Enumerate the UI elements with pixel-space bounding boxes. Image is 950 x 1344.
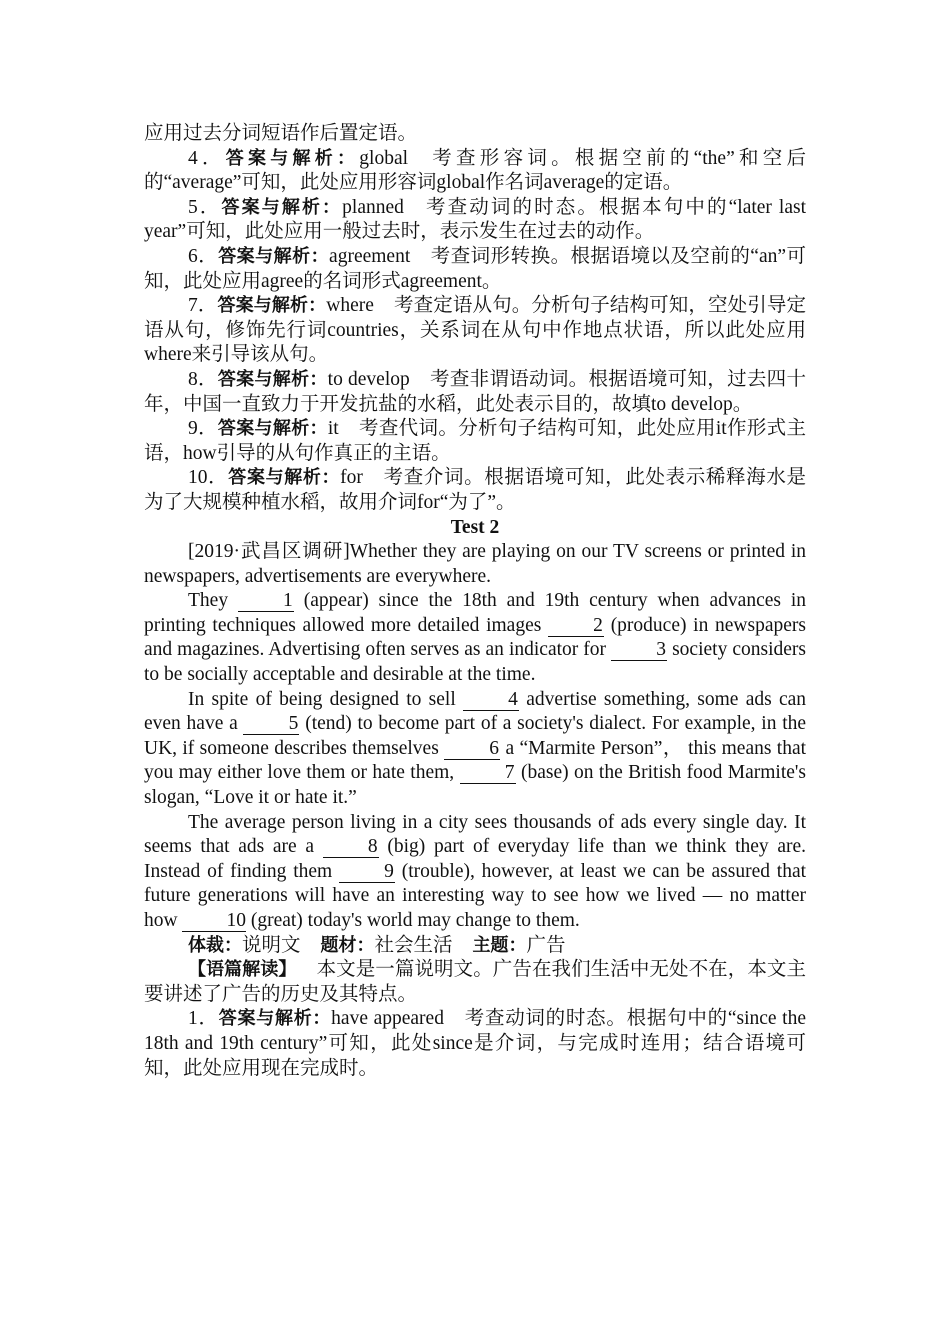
- answer-continuation: [144, 122, 806, 147]
- reading-label: 【语篇解读】: [188, 959, 297, 981]
- blank-1: 1: [238, 591, 294, 612]
- passage-paragraph: The average person living in a city sees thousands of ads every single day. It seems that ads are a 8 (big) part of everyday life than we think they are. Instead of finding them 9 (trouble), however, at least we can be assured that future generations will have an interesting way to see how we lived — no matter how 10 (great) today's world may change to them.: [144, 811, 807, 931]
- blank-8: 8: [323, 837, 379, 858]
- answer-word: for: [340, 467, 363, 489]
- answer-number: 1．: [188, 1008, 219, 1030]
- reading-summary: 【语篇解读】 本文是一篇说明文。广告在我们生活中无处不在，本文主要讲述了广告的历史及其特点。: [144, 959, 806, 1005]
- answer-label: 答案与解析：: [218, 1008, 332, 1030]
- answer-number: 10．: [188, 467, 229, 489]
- answer-number: 5．: [188, 196, 222, 218]
- answer-label: 答案与解析：: [221, 196, 343, 218]
- answer-item: [144, 294, 806, 368]
- answer-label: 答案与解析：: [217, 418, 328, 440]
- answer-text: 应用过去分词短语作后置定语。: [144, 123, 418, 144]
- answer-word: where: [326, 295, 374, 317]
- answer-explanation: 考查介词。根据语境可知，此处表示稀释海水是为了大规模种植水稻，故用介词for“为了”。: [144, 467, 806, 513]
- answer-word: it: [327, 418, 339, 440]
- answer-word: to develop: [327, 368, 410, 390]
- passage-paragraph: In spite of being designed to sell 4 advertise something, some ads can even have a 5 (tend) to become part of a society's dialect. For example, in the UK, if someone describes themselves 6 a “Marmite Person”， this means that you may either love them or hate them, 7 (base) on the British food Marmite's slogan, “Love it or hate it.”: [144, 688, 807, 809]
- answer-item: [144, 368, 806, 417]
- answer-item: [144, 1007, 806, 1081]
- answer-label: 答案与解析：: [218, 245, 330, 267]
- blank-2: 2: [548, 616, 604, 637]
- blank-5: 5: [243, 714, 299, 735]
- answer-explanation: 考查动词的时态。根据本句中的“later last year”可知，此处应用一般过去时，表示发生在过去的动作。: [144, 196, 806, 243]
- answer-explanation: 考查非谓语动词。根据语境可知，过去四十年，中国一直致力于开发抗盐的水稻，此处表示目的，故填to develop。: [144, 368, 806, 415]
- answer-explanation: 考查词形转换。根据语境以及空前的“an”可知，此处应用agree的名词形式agreement。: [144, 245, 806, 292]
- answer-explanation: 考查代词。分析句子结构可知，此处应用it作形式主语，how引导的从句作真正的主语。: [144, 418, 806, 464]
- answer-label: 答案与解析：: [217, 368, 328, 390]
- passage-paragraph: They 1 (appear) since the 18th and 19th century when advances in printing techniques allowed more detailed images 2 (produce) in newspapers and magazines. Advertising often serves as an indicator for 3 society considers to be socially acceptable and desirable at the time.: [144, 590, 807, 686]
- answer-word: global: [359, 147, 409, 169]
- blank-6: 6: [444, 739, 500, 760]
- blank-9: 9: [339, 862, 395, 883]
- blank-7: 7: [460, 763, 516, 784]
- answer-label: 答案与解析：: [228, 467, 341, 489]
- answer-word: agreement: [329, 245, 411, 267]
- answer-item: [144, 466, 806, 515]
- blank-3: 3: [611, 640, 667, 661]
- answer-word: have appeared: [331, 1008, 444, 1030]
- answer-label: 答案与解析：: [225, 147, 360, 169]
- answer-item: [144, 196, 806, 245]
- answer-item: [144, 417, 806, 466]
- answer-explanation: 考查形容词。根据空前的“the”和空后的“average”可知，此处应用形容词global作名词average的定语。: [144, 147, 806, 194]
- blank-10: 10: [182, 911, 246, 932]
- answer-word: planned: [342, 196, 404, 218]
- answer-number: 6．: [188, 245, 219, 267]
- document-page: [144, 122, 806, 1081]
- genre-line: 体裁：说明文 题材：社会生活 主题：广告: [188, 934, 566, 956]
- test-title: Test 2: [450, 516, 500, 538]
- answer-number: 8．: [188, 368, 218, 390]
- blank-4: 4: [463, 690, 519, 711]
- answer-explanation: 考查动词的时态。根据句中的“since the 18th and 19th century”可知，此处since是介词，与完成时连用；结合语境可知，此处应用现在完成时。: [144, 1008, 806, 1079]
- answer-number: 9．: [188, 418, 218, 440]
- answer-number: 4．: [188, 147, 226, 169]
- passage-paragraph: [2019·武昌区调研]Whether they are playing on our TV screens or printed in newspapers, advertisements are everywhere.: [144, 541, 806, 587]
- answer-number: 7．: [188, 295, 218, 317]
- answer-label: 答案与解析：: [217, 295, 327, 317]
- answer-item: [144, 245, 806, 294]
- answer-item: [144, 147, 806, 196]
- answer-explanation: 考查定语从句。分析句子结构可知，空处引导定语从句，修饰先行词countries，关系词在从句中作地点状语，所以此处应用where来引导该从句。: [144, 295, 806, 366]
